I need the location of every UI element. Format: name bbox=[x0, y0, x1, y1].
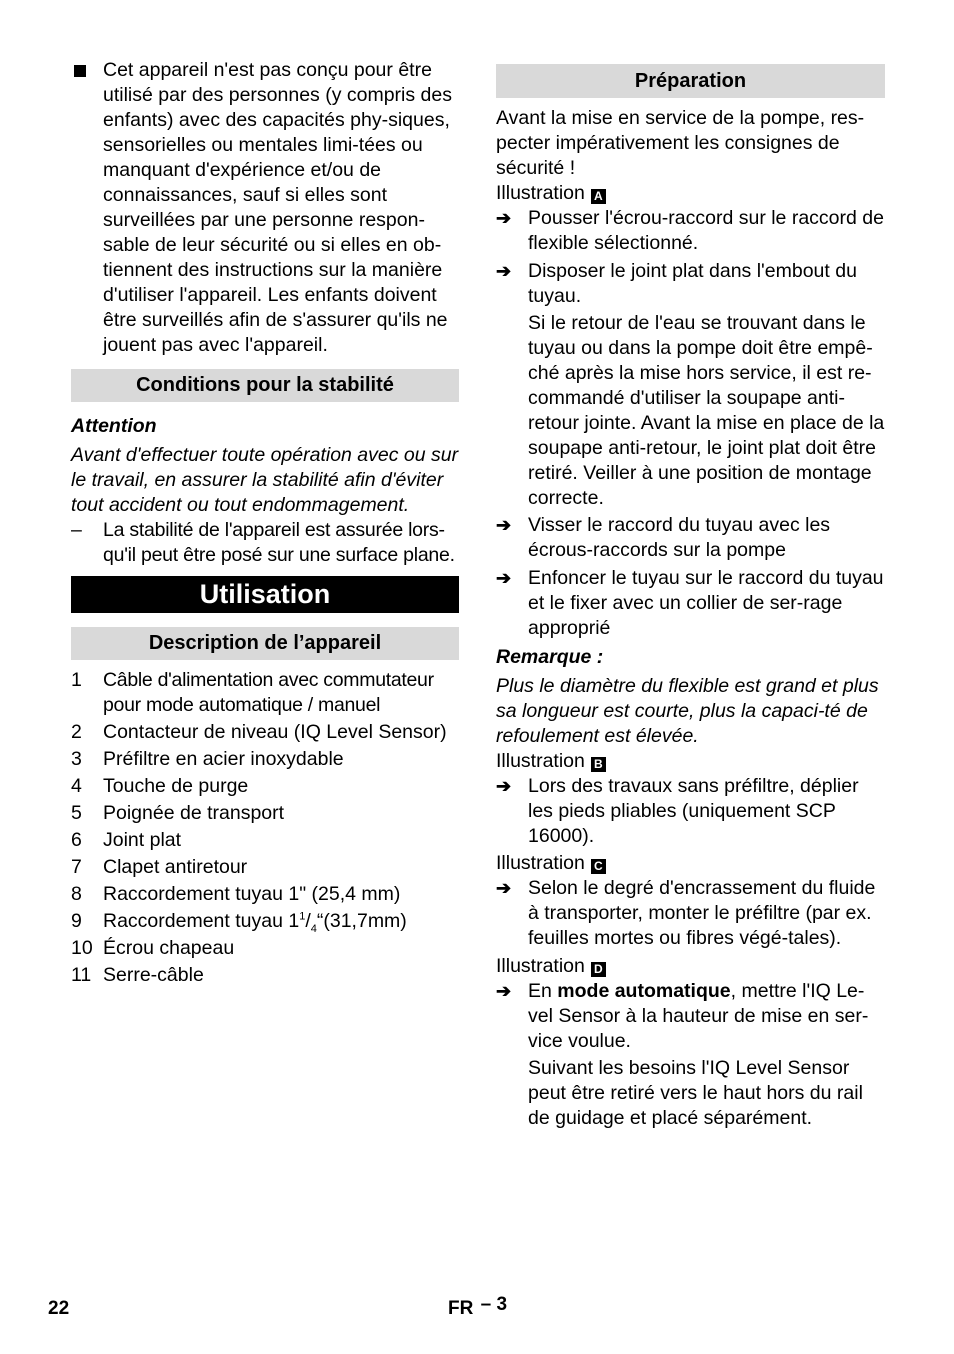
description-heading: Description de l’appareil bbox=[71, 627, 459, 660]
remark-text: Plus le diamètre du flexible est grand et plus sa longueur est courte, plus la capaci-té de refoulement est élevée. bbox=[496, 675, 879, 747]
parts-list-item bbox=[71, 936, 459, 961]
step-item bbox=[496, 774, 885, 849]
preparation-intro: Avant la mise en service de la pompe, res-pecter impérativement les consignes de sécurité ! bbox=[496, 107, 865, 179]
arrow-right-icon: ➔ bbox=[496, 568, 512, 588]
part-number: 5 bbox=[71, 802, 82, 824]
page-number: 22 bbox=[48, 1298, 70, 1319]
intro-bullet-item bbox=[71, 58, 459, 358]
illustration-c-badge: C bbox=[591, 859, 606, 874]
parts-list-item bbox=[71, 801, 459, 826]
preparation-heading: Préparation bbox=[496, 64, 885, 98]
step-text: Disposer le joint plat dans l'embout du tuyau. bbox=[528, 260, 857, 307]
step-text: Visser le raccord du tuyau avec les écrous-raccords sur la pompe bbox=[528, 514, 831, 561]
part-label: Préfiltre en acier inoxydable bbox=[103, 748, 344, 770]
illustration-c-label: Illustration C bbox=[496, 851, 885, 876]
parts-list-item bbox=[71, 828, 459, 853]
part-label: Joint plat bbox=[103, 829, 182, 851]
step-note bbox=[496, 311, 885, 511]
illustration-a-label: Illustration A bbox=[496, 181, 885, 206]
intro-bullet-text: Cet appareil n'est pas conçu pour être utilisé par des personnes (y compris des enfants) avec des capacités phy-siques, sensorielles ou mentales limi-tées ou manquant d'expérience et/ou de connaissances, sauf si elles sont surveillées par une personne respon-sable de leur sécurité ou si elles en ob-tiennent des instructions sur la manière d'utiliser l'appareil. Les enfants doivent être surveillés afin de s'assurer qu'ils ne jouent pas avec l'appareil. bbox=[103, 59, 452, 356]
illustration-b-label: Illustration B bbox=[496, 749, 885, 774]
arrow-right-icon: ➔ bbox=[496, 981, 512, 1001]
part-label: Clapet antiretour bbox=[103, 856, 248, 878]
part-number: 1 bbox=[71, 669, 82, 691]
part-number: 11 bbox=[71, 964, 92, 986]
part-number: 10 bbox=[71, 937, 93, 959]
part-number: 3 bbox=[71, 748, 82, 770]
parts-list-item bbox=[71, 747, 459, 772]
part-number: 6 bbox=[71, 829, 82, 851]
right-column bbox=[496, 64, 885, 1131]
footer-subpage: – 3 bbox=[480, 1294, 508, 1315]
utilisation-heading: Utilisation bbox=[71, 576, 459, 613]
part-label: Poignée de transport bbox=[103, 802, 285, 824]
parts-list-item bbox=[71, 855, 459, 880]
attention-label: Attention bbox=[71, 415, 157, 437]
dash-marker: – bbox=[71, 519, 82, 541]
parts-list-item bbox=[71, 774, 459, 799]
step-note-text: Si le retour de l'eau se trouvant dans le tuyau ou dans la pompe doit être empê-ché après la mise hors service, il est re-commandé d'utiliser la soupape anti-retour jointe. Avant la mise en place de la soupape anti-retour, le joint plat doit être retiré. Veiller à une position de montage correcte. bbox=[528, 312, 885, 509]
step-text: En mode automatique, mettre l'IQ Le-vel Sensor à la hauteur de mise en ser-vice voulue. bbox=[528, 980, 869, 1052]
stability-heading: Conditions pour la stabilité bbox=[71, 369, 459, 402]
part-label: Touche de purge bbox=[103, 775, 249, 797]
arrow-right-icon: ➔ bbox=[496, 261, 512, 281]
step-text: Pousser l'écrou-raccord sur le raccord de flexible sélectionné. bbox=[528, 207, 884, 254]
step-text: Selon le degré d'encrassement du fluide à transporter, monter le préfiltre (par ex. feuilles mortes ou fibres végé-tales). bbox=[528, 877, 876, 949]
step-text: Lors des travaux sans préfiltre, déplier les pieds pliables (uniquement SCP 16000). bbox=[528, 775, 859, 847]
parts-list-item bbox=[71, 963, 459, 988]
step-item bbox=[496, 206, 885, 256]
part-label: Raccordement tuyau 1" (25,4 mm) bbox=[103, 883, 401, 905]
step-note bbox=[496, 1056, 885, 1131]
arrow-right-icon: ➔ bbox=[496, 208, 512, 228]
step-item bbox=[496, 513, 885, 563]
dash-item-text: La stabilité de l'appareil est assurée lors-qu'il peut être posé sur une surface plane. bbox=[103, 519, 455, 566]
footer-section bbox=[448, 1294, 508, 1320]
step-text: Enfoncer le tuyau sur le raccord du tuyau et le fixer avec un collier de ser-rage approprié bbox=[528, 567, 884, 639]
illustration-d-badge: D bbox=[591, 962, 606, 977]
step-item bbox=[496, 979, 885, 1054]
dash-list-item bbox=[71, 518, 459, 568]
part-number: 2 bbox=[71, 721, 82, 743]
parts-list-item bbox=[71, 909, 459, 934]
attention-text: Avant d'effectuer toute opération avec ou sur le travail, en assurer la stabilité afin d'éviter tout accident ou tout endommagement. bbox=[71, 444, 459, 516]
part-label: Contacteur de niveau (IQ Level Sensor) bbox=[103, 721, 447, 743]
footer-lang: FR bbox=[448, 1298, 474, 1319]
step-item bbox=[496, 566, 885, 641]
part-number: 4 bbox=[71, 775, 82, 797]
part-label: Écrou chapeau bbox=[103, 937, 235, 959]
illustration-a-badge: A bbox=[591, 189, 606, 204]
step-note-text: Suivant les besoins l'IQ Level Sensor peut être retiré vers le haut hors du rail de guidage et placé séparément. bbox=[528, 1057, 863, 1129]
parts-list-item bbox=[71, 668, 459, 718]
parts-list bbox=[71, 668, 459, 988]
step-item bbox=[496, 876, 885, 951]
part-number: 9 bbox=[71, 910, 82, 932]
part-label: Câble d'alimentation avec commutateur pour mode automatique / manuel bbox=[103, 669, 434, 716]
arrow-right-icon: ➔ bbox=[496, 776, 512, 796]
square-bullet-icon bbox=[74, 65, 86, 77]
arrow-right-icon: ➔ bbox=[496, 515, 512, 535]
remark-label: Remarque : bbox=[496, 646, 604, 668]
part-label: Raccordement tuyau $1^1/_4“(31,7mm)$ bbox=[103, 910, 407, 935]
parts-list-item bbox=[71, 720, 459, 745]
parts-list-item bbox=[71, 882, 459, 907]
step-item bbox=[496, 259, 885, 309]
part-label: Serre-câble bbox=[103, 964, 204, 986]
part-number: 8 bbox=[71, 883, 82, 905]
illustration-b-badge: B bbox=[591, 757, 606, 772]
illustration-d-label: Illustration D bbox=[496, 954, 885, 979]
part-number: 7 bbox=[71, 856, 82, 878]
arrow-right-icon: ➔ bbox=[496, 878, 512, 898]
left-column bbox=[71, 58, 459, 990]
